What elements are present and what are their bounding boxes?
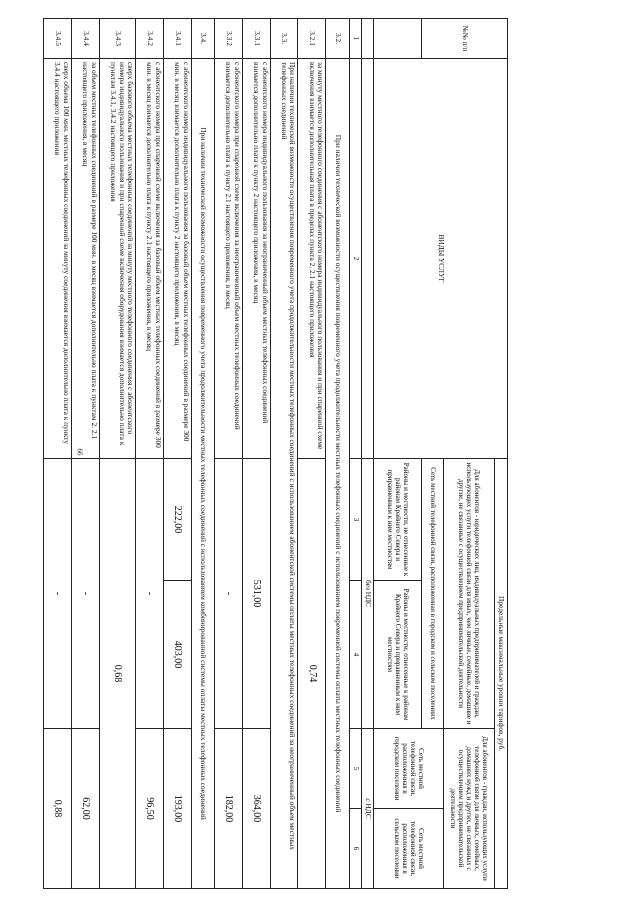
tariff-table [43,18,508,889]
tariff-value-citizens: 182,00 [215,729,243,889]
header-sub-city: Сеть местной телефонной связи, расположенная в городском поселении [374,729,443,809]
service-description: за объем местных телефонных соединений в размере 100 мин. в месяц взимается дополнительно плата к пунктам 2. 2.1 настоящего приложения, в месяц [71,59,99,459]
tariff-value-north: 403,00 [163,581,191,729]
row-number: 3.4. [191,19,215,59]
colnum-6: 6 [349,809,361,889]
colnum-2: 2 [349,59,361,459]
row-number: 3.4.5 [44,19,72,59]
service-description: сверх объема 100 мин. местных телефонных соединений за минуту соединения взимается дополнительно плата к пункту 3.4.4 настоящего приложения [44,59,72,459]
tariff-value-citizens: 0,88 [44,729,72,889]
row-number: 3.4.3 [99,19,135,59]
row-number: 3.2.1 [298,19,326,59]
colnum-3: 3 [349,459,361,581]
header-sub-north: Районы и местности, отнесенные к районам Крайнего Севера и приравненным к ним местностям [374,581,422,729]
service-description: с абонентского номера при спаренной схеме включения за неограниченный объем местных телефонных соединений взимается дополнительно плата к пункту 2.1 настоящего приложения, в месяц [215,59,243,459]
tariff-value-citizens: 364,00 [242,729,270,889]
section-heading: При наличии технической возможности осуществления повременного учета продолжительности местных телефонных соединений с использованием комбинированной системы оплаты местных телефонных соединений [191,59,215,889]
row-number: 3.4.2 [136,19,164,59]
service-description: за минуту местного телефонного соединения с абонентского номера индивидуального пользования и при спаренной схеме включения взимается дополнительная плата в пределах пункта 2. 2.1 настоящего приложения [298,59,326,459]
service-description: с абонентского номера индивидуального пользования за неограниченный объем местных телефонных соединений взимается дополнительно плата к пункту 2 настоящего приложения, в месяц [242,59,270,459]
header-services: ВИДЫ УСЛУГ [374,59,508,459]
tariff-value-citizens: 96,50 [136,729,164,889]
header-sub-rural: Сеть местной телефонной связи, расположенная в сельском поселении [374,809,443,889]
colnum-1: 1 [349,19,361,59]
header-group-citizens: Для абонентов - граждан, использующих услуги телефонной связи для личных, семейных, домашних нужд и других, не связанных с осуществлением предпринимательской деятельности [443,729,494,889]
row-number: 3.3. [270,19,298,59]
tariff-value-business: - [215,459,243,729]
header-vat-blank1 [362,19,374,59]
tariff-value-non-north: 222,00 [163,459,191,581]
header-group-business: Для абонентов - юридических лиц, индивидуальных предпринимателей и граждан, использующих услуги телефонной связи для иных, чем личные, семейные, домашние и другие, не связанные с осуществлением предпринимательской деятельности [443,459,494,729]
tariff-value-citizens: 62,00 [71,729,99,889]
header-tariffs-title: Предельные максимальные уровни тарифов, руб. [495,459,508,889]
tariff-value-business: - [44,459,72,729]
header-vat-blank2 [362,59,374,459]
row-number: 3.2. [326,19,350,59]
section-heading: При наличии технической возможности осуществления повременного учета продолжительности местных телефонных соединений с использованием повременной системы оплаты местных телефонных соединений [326,59,350,889]
header-sub-non-north: Районы и местности, не отнесенные к районам Крайнего Севера и приравненным к ним местностям [374,459,422,581]
row-number: 3.3.1 [242,19,270,59]
service-description: сверх базового объема местных телефонных соединений за минуту местного телефонного соединения с абонентского номера индивидуального пользования и при спаренной схеме включения оборудования взимается дополнительно плата к пунктам 3.4.1, 3.4.2 настоящего приложения [99,59,135,459]
tariff-value-business: 531,00 [242,459,270,729]
service-description: с абонентского номера при спаренной схеме включения за базовый объем местных телефонных соединений в размере 300 мин. в месяц взимается дополнительно плата к пункту 2.1 настоящего приложения, в месяц [136,59,164,459]
header-sub-city-rural: Сеть местной телефонной связи, расположенная в городском и сельском поселениях [422,459,443,729]
service-description: с абонентского номера индивидуального пользования за базовый объем местных телефонных соединений в размере 300 мин. в месяц взимается дополнительно плата к пункту 2 настоящего приложения, в месяц [163,59,191,459]
header-num-blank [374,19,422,59]
tariff-value-citizens: 193,00 [163,729,191,889]
row-number: 3.4.1 [163,19,191,59]
section-heading: При наличии технической возможности осуществления повременного учета продолжительности местных телефонных соединений с использованием абонентской системы оплаты местных телефонных соединений за неограниченный объем местных телефонных соединений [270,59,298,889]
tariff-value-business: - [136,459,164,729]
tariff-value-business: - [71,459,99,729]
page-number: 66 [75,448,84,456]
colnum-4: 4 [349,581,361,729]
row-number: 3.3.2 [215,19,243,59]
header-vat-incl: с НДС [362,729,374,889]
header-vat-excl: без НДС [362,459,374,729]
tariff-value: 0,74 [298,459,326,889]
colnum-5: 5 [349,729,361,809]
header-num: №№ п/п [422,19,508,59]
tariff-value: 0,68 [99,459,135,889]
row-number: 3.4.4 [71,19,99,59]
tariff-table-rotated [43,18,508,888]
